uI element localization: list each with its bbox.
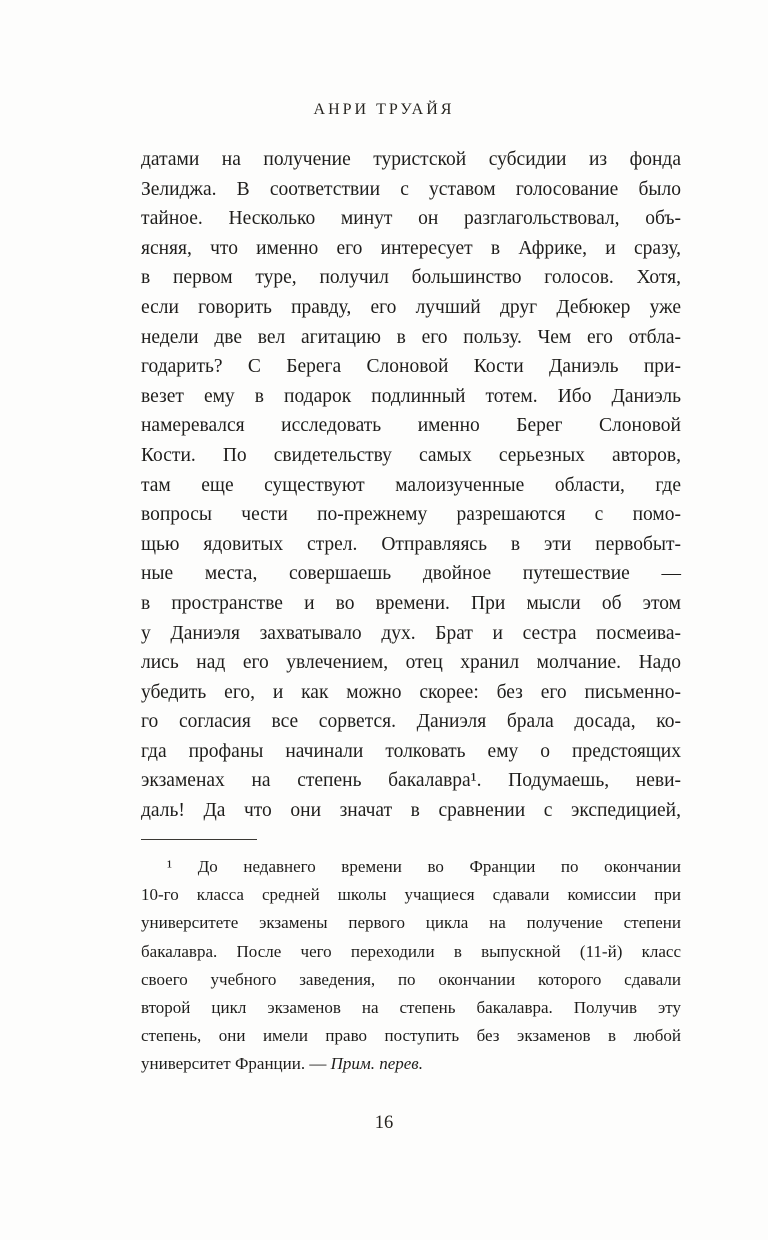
footnote-divider bbox=[141, 839, 257, 840]
body-line: щью ядовитых стрел. Отправляясь в эти первобыт- bbox=[141, 533, 681, 555]
body-line: у Даниэля захватывало дух. Брат и сестра посмеива- bbox=[141, 622, 681, 644]
footnote-line: второй цикл экзаменов на степень бакалавра. Получив эту bbox=[141, 998, 681, 1018]
body-line: гда профаны начинали толковать ему о предстоящих bbox=[141, 740, 681, 762]
footnote-line: ¹ До недавнего времени во Франции по окончании bbox=[167, 857, 681, 876]
body-line: если говорить правду, его лучший друг Дебюкер уже bbox=[141, 296, 681, 318]
body-line: вопросы чести по-прежнему разрешаются с помо- bbox=[141, 504, 681, 526]
body-line: недели две вел агитацию в его пользу. Чем его отбла- bbox=[141, 326, 681, 348]
body-line: намеревался исследовать именно Берег Слоновой bbox=[141, 415, 681, 437]
body-line: убедить его, и как можно скорее: без его письменно- bbox=[141, 681, 681, 703]
footnote-line: университете экзамены первого цикла на получение степени bbox=[141, 913, 681, 933]
footnote-line: бакалавра. После чего переходили в выпускной (11-й) класс bbox=[141, 941, 681, 961]
body-line: ясняя, что именно его интересует в Африке, и сразу, bbox=[141, 237, 681, 259]
body-line: го согласия все сорвется. Даниэля брала досада, ко- bbox=[141, 711, 681, 733]
body-line: Зелиджа. В соответствии с уставом голосование было bbox=[141, 178, 681, 200]
running-head: АНРИ ТРУАЙЯ bbox=[313, 101, 455, 118]
footnote-last-line bbox=[141, 1050, 681, 1078]
footnote bbox=[141, 853, 681, 1079]
footnote-attribution-prefix: университет Франции. — bbox=[141, 1054, 331, 1074]
footnote-attribution: Прим. перев. bbox=[330, 1054, 423, 1074]
footnote-line: 10-го класса средней школы учащиеся сдавали комиссии при bbox=[141, 885, 681, 905]
body-line: Кости. По свидетельству самых серьезных авторов, bbox=[141, 444, 681, 466]
body-line: ные места, совершаешь двойное путешествие — bbox=[141, 563, 681, 585]
footnote-lines bbox=[141, 853, 681, 1050]
footnote-line: степень, они имели право поступить без экзаменов в любой bbox=[141, 1026, 681, 1046]
body-line: годарить? С Берега Слоновой Кости Даниэль при- bbox=[141, 356, 681, 378]
body-line: везет ему в подарок подлинный тотем. Ибо Даниэль bbox=[141, 385, 681, 407]
footnote-line: своего учебного заведения, по окончании которого сдавали bbox=[141, 969, 681, 989]
body-line: экзаменах на степень бакалавра¹. Подумаешь, неви- bbox=[141, 770, 681, 792]
body-line: датами на получение туристской субсидии из фонда bbox=[141, 149, 681, 170]
body-line: тайное. Несколько минут он разглагольствовал, объ- bbox=[141, 208, 681, 230]
body-line: лись над его увлечением, отец хранил молчание. Надо bbox=[141, 652, 681, 674]
body-line: в первом туре, получил большинство голосов. Хотя, bbox=[141, 267, 681, 289]
body-line: там еще существуют малоизученные области, где bbox=[141, 474, 681, 496]
page-number: 16 bbox=[374, 1113, 394, 1133]
body-line: в пространстве и во времени. При мысли об этом bbox=[141, 592, 681, 614]
body-paragraph bbox=[141, 145, 681, 826]
body-line: даль! Да что они значат в сравнении с экспедицией, bbox=[141, 800, 681, 822]
